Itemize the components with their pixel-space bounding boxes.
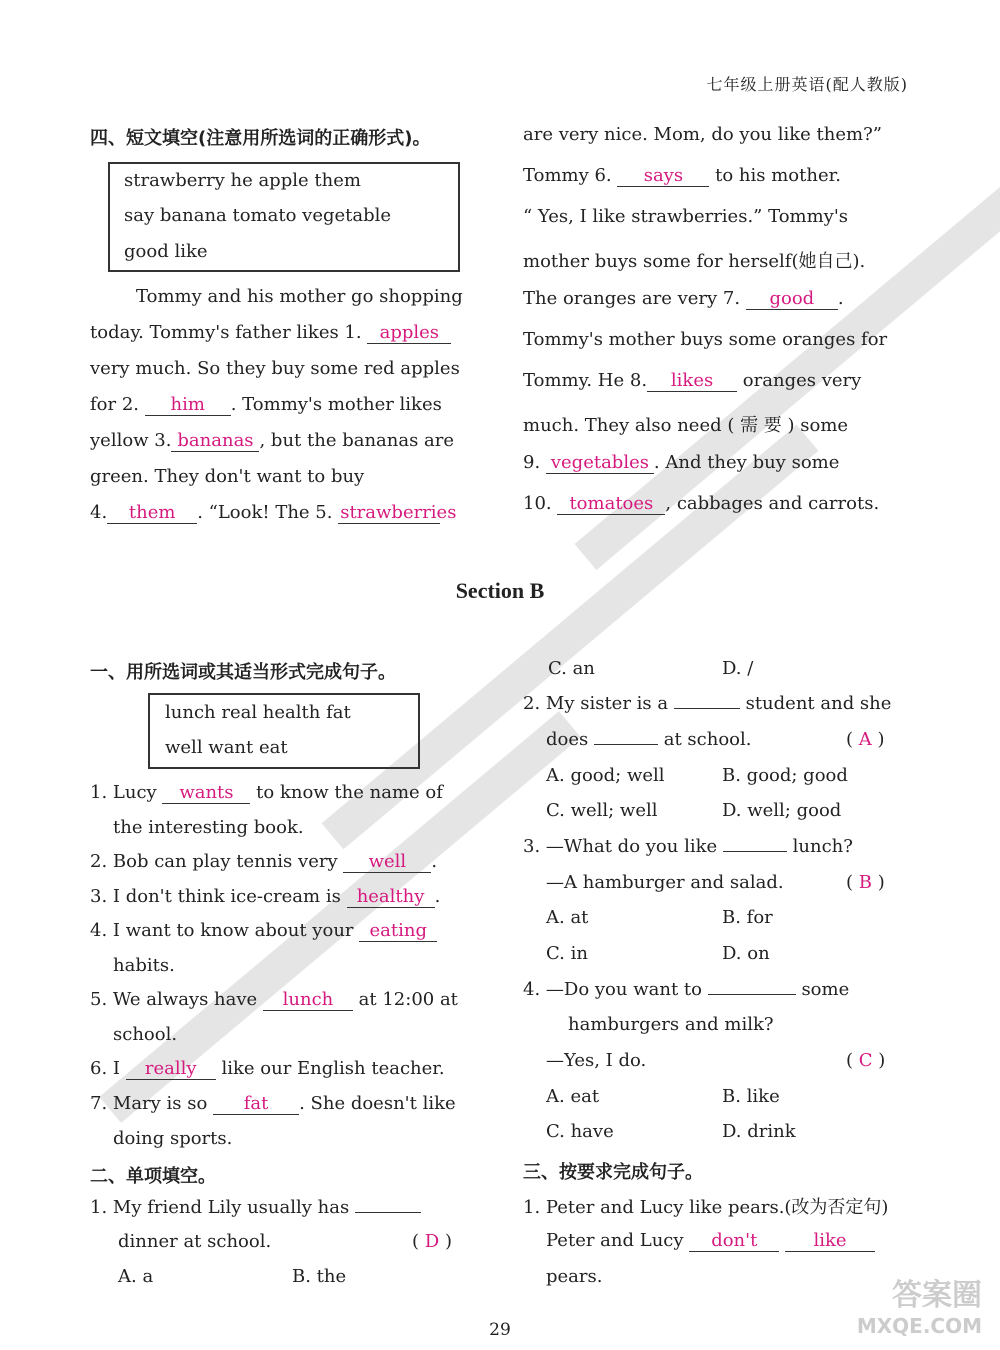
question-line: 7. Mary is so fat . She doesn't like	[90, 1093, 456, 1114]
part2-title: 二、单项填空。	[90, 1166, 216, 1187]
question-line: dinner at school.	[118, 1231, 272, 1252]
option: D. well; good	[722, 800, 842, 821]
choice-answer: ( B )	[846, 872, 885, 893]
option: B. the	[292, 1266, 347, 1287]
question-line: pears.	[546, 1266, 603, 1287]
passage-line: are very nice. Mom, do you like them?”	[523, 124, 882, 145]
option: A. good; well	[546, 765, 665, 786]
option: D. /	[722, 658, 754, 679]
passage-line: Tommy. He 8. likes oranges very	[523, 370, 862, 391]
question-line: 3. I don't think ice-cream is healthy .	[90, 886, 441, 907]
option: B. like	[722, 1086, 780, 1107]
option: C. in	[546, 943, 588, 964]
option: D. on	[722, 943, 770, 964]
option: C. have	[546, 1121, 614, 1142]
answer-blank	[594, 744, 658, 745]
option: C. an	[548, 658, 595, 679]
passage-line: Tommy 6. says to his mother.	[523, 165, 841, 186]
answer-blank: don't	[689, 1231, 779, 1252]
word-box-line: good like	[124, 241, 208, 262]
answer-blank	[723, 851, 787, 852]
passage-line: “ Yes, I like strawberries.” Tommy's	[523, 206, 849, 227]
answer-blank: lunch	[263, 990, 353, 1011]
section-title: Section B	[455, 578, 545, 603]
passage-line: Tommy's mother buys some oranges for	[523, 329, 888, 350]
question-line: 4. I want to know about your eating	[90, 920, 437, 942]
question-line: 2. Bob can play tennis very well .	[90, 851, 438, 872]
answer-blank	[674, 708, 740, 709]
passage-line: today. Tommy's father likes 1. apples	[90, 322, 451, 344]
answer-blank: bananas	[171, 431, 259, 452]
question-line: 6. I really like our English teacher.	[90, 1058, 445, 1079]
answer-blank	[708, 994, 796, 995]
answer-blank	[355, 1212, 421, 1213]
question-line: 1. Peter and Lucy like pears.(改为否定句)	[523, 1197, 889, 1218]
answer-blank: him	[145, 395, 231, 416]
choice-answer: ( C )	[846, 1050, 886, 1071]
answer-blank: really	[126, 1059, 216, 1080]
answer-blank: fat	[213, 1094, 299, 1115]
answer-blank: well	[343, 852, 431, 873]
question-line: 4. —Do you want to some	[523, 979, 850, 1000]
passage-line: Tommy and his mother go shopping	[136, 286, 463, 307]
question-line: 1. My friend Lily usually has	[90, 1197, 421, 1218]
word-box-line: lunch real health fat	[165, 702, 351, 723]
answer-blank: good	[746, 289, 838, 310]
question-line: school.	[113, 1024, 178, 1045]
option: B. good; good	[722, 765, 848, 786]
answer-blank: like	[785, 1231, 875, 1252]
passage-line: yellow 3. bananas , but the bananas are	[90, 430, 455, 451]
question-line: 3. —What do you like lunch?	[523, 836, 853, 857]
watermark-logo-text: 答案圈	[892, 1278, 982, 1313]
page-number: 29	[489, 1320, 511, 1340]
answer-blank: wants	[162, 783, 250, 804]
answer-blank: eating	[359, 921, 437, 942]
question-line: —Yes, I do.	[546, 1050, 647, 1071]
word-box-line: well want eat	[165, 737, 288, 758]
answer-blank: healthy	[347, 887, 435, 908]
question-line: habits.	[113, 955, 175, 976]
passage-line: very much. So they buy some red apples	[90, 358, 460, 379]
answer-blank: strawberries	[340, 502, 457, 523]
passage-line: green. They don't want to buy	[90, 466, 365, 487]
passage-line: 9. vegetables . And they buy some	[523, 452, 840, 473]
watermark-site-text: MXQE.COM	[856, 1314, 982, 1338]
passage-line: much. They also need ( 需 要 ) some	[523, 415, 849, 436]
choice-answer: ( D )	[412, 1231, 452, 1252]
answer-blank: them	[107, 503, 197, 524]
option: A. a	[118, 1266, 154, 1287]
option: C. well; well	[546, 800, 658, 821]
question-line: —A hamburger and salad.	[546, 872, 784, 893]
choice-answer: ( A )	[846, 729, 885, 750]
part4-title: 四、短文填空(注意用所选词的正确形式)。	[90, 128, 431, 149]
option: A. at	[546, 907, 589, 928]
part1-title: 一、用所选词或其适当形式完成句子。	[90, 662, 396, 683]
part3-title: 三、按要求完成句子。	[523, 1162, 703, 1183]
question-line: does at school.	[546, 729, 752, 750]
question-line: doing sports.	[113, 1128, 233, 1149]
word-box-line: say banana tomato vegetable	[124, 205, 392, 226]
option: D. drink	[722, 1121, 796, 1142]
question-line: the interesting book.	[113, 817, 304, 838]
answer-blank: tomatoes	[557, 494, 665, 515]
answer-blank: says	[617, 166, 709, 187]
answer-blank: vegetables	[546, 453, 654, 474]
question-line: Peter and Lucy don't like	[546, 1230, 875, 1252]
question-line: 2. My sister is a student and she	[523, 693, 892, 714]
passage-line: The oranges are very 7. good .	[523, 288, 844, 309]
question-line: 5. We always have lunch at 12:00 at	[90, 989, 458, 1010]
option: B. for	[722, 907, 773, 928]
answer-blank: apples	[367, 323, 451, 344]
question-line: 1. Lucy wants to know the name of	[90, 782, 443, 803]
passage-line: mother buys some for herself(她自己).	[523, 251, 866, 272]
question-line: hamburgers and milk?	[568, 1014, 774, 1035]
passage-line: 10. tomatoes , cabbages and carrots.	[523, 493, 880, 514]
word-box-line: strawberry he apple them	[124, 170, 361, 191]
page-header: 七年级上册英语(配人教版)	[706, 75, 908, 94]
option: A. eat	[546, 1086, 600, 1107]
answer-blank: likes	[647, 371, 737, 392]
site-watermark	[857, 1270, 982, 1338]
passage-line: 4. them . “Look! The 5. strawberries	[90, 502, 457, 523]
passage-line: for 2. him . Tommy's mother likes	[90, 394, 442, 415]
